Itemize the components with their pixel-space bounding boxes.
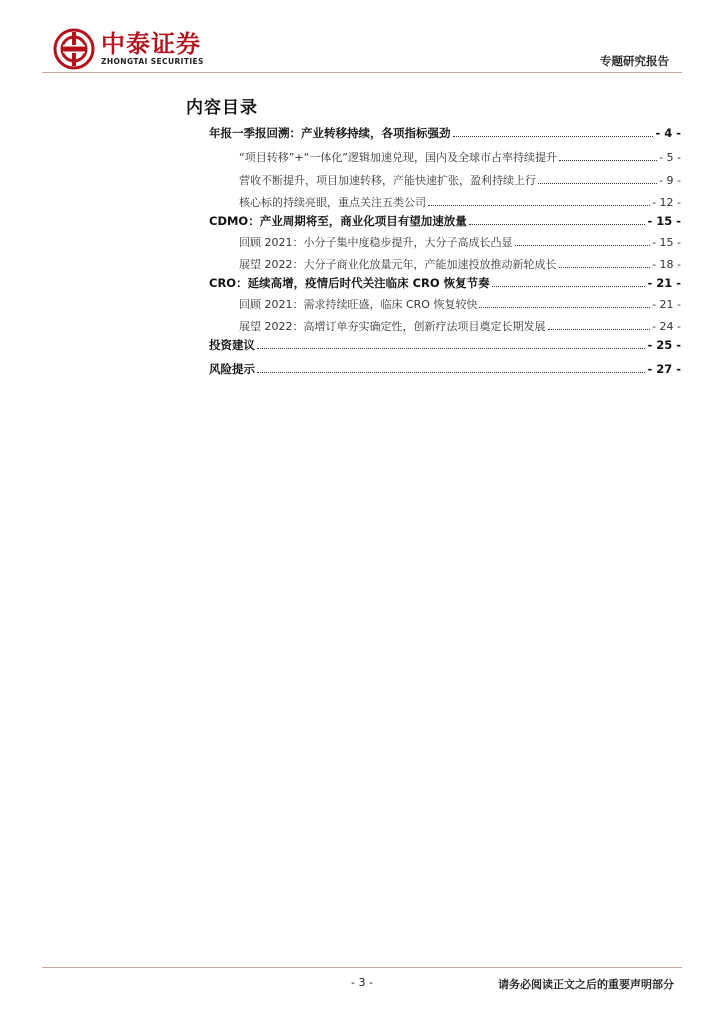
toc-entry[interactable] xyxy=(209,276,681,290)
toc-dot-leader xyxy=(479,307,650,308)
toc-entry-label: 展望 2022：高增订单夯实确定性，创新疗法项目奠定长期发展 xyxy=(239,320,546,333)
toc-entry[interactable] xyxy=(209,320,681,334)
toc-entry-label: CDMO：产业周期将至，商业化项目有望加速放量 xyxy=(209,214,467,228)
toc-entry-label: 回顾 2021：小分子集中度稳步提升，大分子高成长凸显 xyxy=(239,236,513,249)
company-logo xyxy=(53,28,204,70)
toc-dot-leader xyxy=(538,183,657,184)
header-divider xyxy=(42,72,682,73)
toc-dot-leader xyxy=(453,136,654,137)
toc-dot-leader xyxy=(428,205,650,206)
toc-entry-page: - 5 - xyxy=(659,151,681,164)
toc-dot-leader xyxy=(257,348,645,349)
toc-dot-leader xyxy=(559,160,657,161)
toc-entry-label: 投资建议 xyxy=(209,338,255,352)
toc-entry[interactable] xyxy=(209,236,681,250)
toc-dot-leader xyxy=(492,286,646,287)
logo-chinese-name: 中泰证券 xyxy=(101,30,201,58)
toc-entry-page: - 12 - xyxy=(652,196,681,209)
toc-entry-page: - 9 - xyxy=(659,174,681,187)
footer-disclaimer-notice: 请务必阅读正文之后的重要声明部分 xyxy=(498,978,674,991)
toc-entry-label: CRO：延续高增，疫情后时代关注临床 CRO 恢复节奏 xyxy=(209,276,490,290)
footer-divider xyxy=(42,967,682,968)
toc-entry-label: 营收不断提升，项目加速转移，产能快速扩张，盈利持续上行 xyxy=(239,174,536,187)
toc-entry-label: 展望 2022：大分子商业化放量元年，产能加速投放推动新轮成长 xyxy=(239,258,557,271)
toc-entry[interactable] xyxy=(209,151,681,165)
toc-entry-page: - 15 - xyxy=(652,236,681,249)
toc-entry-page: - 21 - xyxy=(647,276,681,290)
toc-entry[interactable] xyxy=(209,126,681,140)
toc-entry[interactable] xyxy=(209,196,681,210)
toc-entry[interactable] xyxy=(209,298,681,312)
toc-entry[interactable] xyxy=(209,214,681,228)
toc-dot-leader xyxy=(559,267,651,268)
toc-entry-label: 风险提示 xyxy=(209,362,255,376)
toc-entry-label: 回顾 2021：需求持续旺盛，临床 CRO 恢复较快 xyxy=(239,298,478,311)
footer-page-number: - 3 - xyxy=(351,976,373,989)
toc-entry-page: - 27 - xyxy=(647,362,681,376)
toc-dot-leader xyxy=(257,372,645,373)
toc-entry-page: - 15 - xyxy=(647,214,681,228)
page-header xyxy=(0,0,724,80)
toc-entry[interactable] xyxy=(209,362,681,376)
toc-entry-label: 核心标的持续亮眼，重点关注五类公司 xyxy=(239,196,426,209)
toc-entry-label: “项目转移”+“一体化”逻辑加速兑现，国内及全球市占率持续提升 xyxy=(239,151,558,164)
toc-entry-page: - 4 - xyxy=(655,126,681,140)
toc-entry[interactable] xyxy=(209,258,681,272)
toc-entry-page: - 24 - xyxy=(652,320,681,333)
toc-entry-page: - 21 - xyxy=(652,298,681,311)
toc-entry-label: 年报一季报回溯：产业转移持续，各项指标强劲 xyxy=(209,126,451,140)
toc-dot-leader xyxy=(515,245,651,246)
logo-english-name: ZHONGTAI SECURITIES xyxy=(101,57,204,66)
zhongtai-logo-icon xyxy=(53,28,95,70)
toc-entry[interactable] xyxy=(209,338,681,352)
toc-entry[interactable] xyxy=(209,174,681,188)
toc-entry-page: - 18 - xyxy=(652,258,681,271)
toc-dot-leader xyxy=(548,329,651,330)
report-type-label: 专题研究报告 xyxy=(600,54,669,68)
toc-dot-leader xyxy=(469,224,646,225)
toc-entry-page: - 25 - xyxy=(647,338,681,352)
toc-title: 内容目录 xyxy=(186,98,258,118)
